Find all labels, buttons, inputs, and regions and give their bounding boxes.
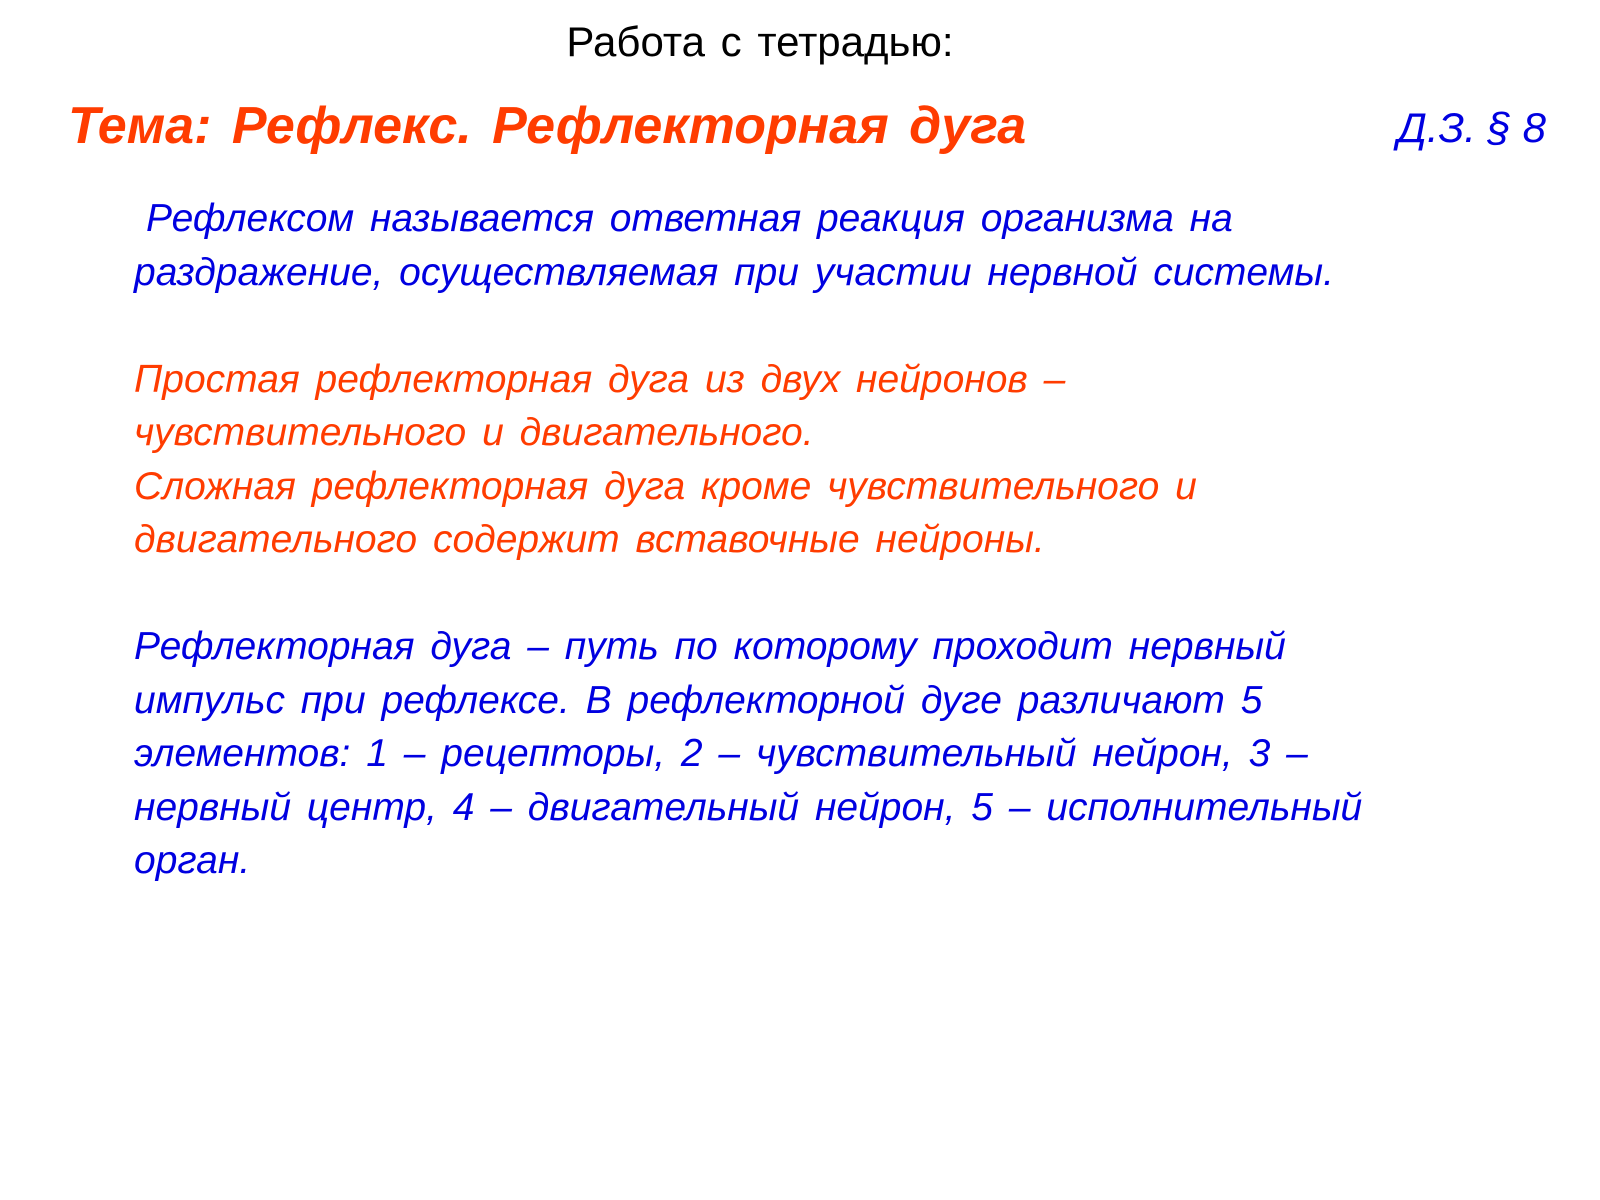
homework-reference: Д.З. § 8	[1397, 104, 1546, 151]
slide-header: Работа с тетрадью:	[566, 18, 954, 65]
text-line: элементов: 1 – рецепторы, 2 – чувствительный нейрон, 3 –	[134, 732, 1308, 775]
text-line: Рефлексом называется ответная реакция организма на	[146, 197, 1233, 240]
text-line: Простая рефлекторная дуга из двух нейронов –	[134, 357, 1066, 401]
complex-arc-text	[134, 460, 1534, 567]
slide-body	[134, 192, 1534, 888]
text-line: импульс при рефлексе. В рефлекторной дуге различают 5	[134, 678, 1263, 722]
simple-arc-text	[134, 353, 1534, 460]
reflex-definition	[134, 192, 1534, 299]
arc-path-text	[134, 620, 1534, 888]
text-line: раздражение, осуществляемая при участии нервной системы.	[134, 250, 1334, 294]
text-line: Рефлекторная дуга – путь по которому проходит нервный	[134, 625, 1286, 668]
text-line: двигательного содержит вставочные нейроны.	[134, 518, 1045, 561]
lesson-topic: Тема: Рефлекс. Рефлекторная дуга	[68, 97, 1027, 155]
text-line: Сложная рефлекторная дуга кроме чувствительного и	[134, 464, 1197, 508]
spacer	[134, 299, 1534, 353]
text-line: чувствительного и двигательного.	[134, 411, 814, 454]
spacer	[134, 567, 1534, 621]
text-line: орган.	[134, 839, 251, 882]
text-line: нервный центр, 4 – двигательный нейрон, 5 – исполнительный	[134, 785, 1363, 829]
